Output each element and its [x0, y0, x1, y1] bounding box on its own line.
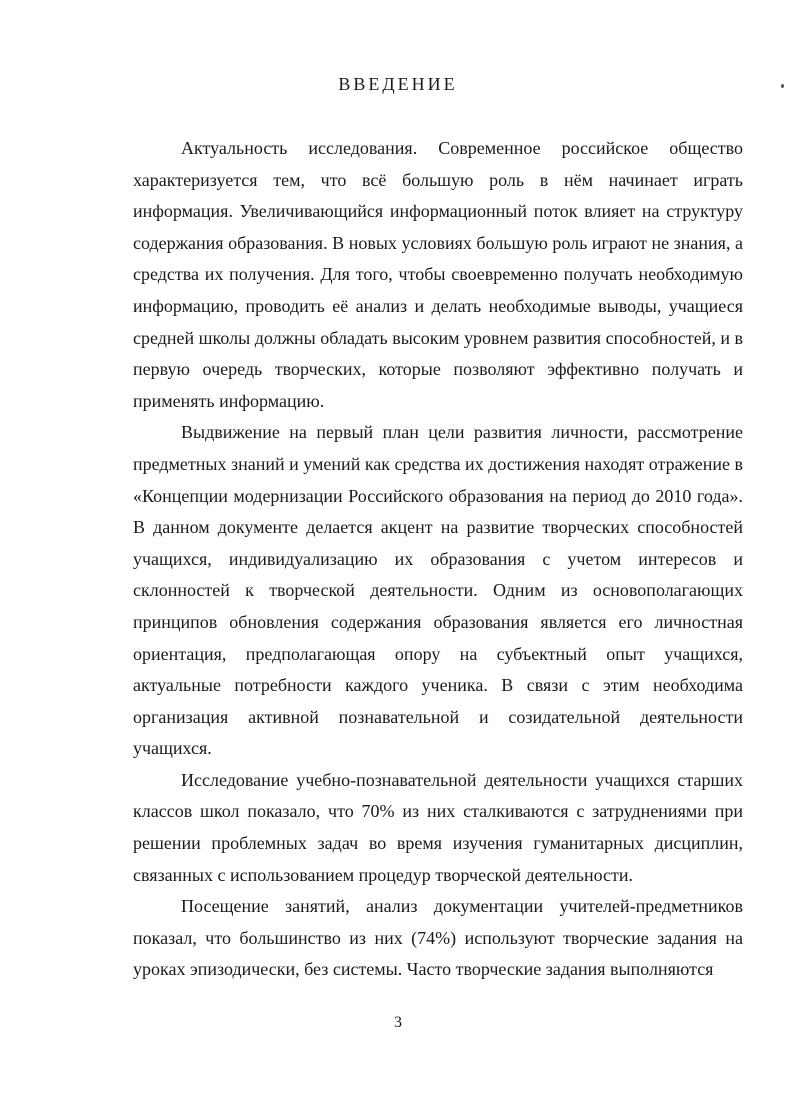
page-title: ВВЕДЕНИЕ	[338, 74, 458, 94]
paragraph-relevance: Актуальность исследования. Современное российское общество характеризуется тем, что всё большую роль в нём начинает играть информация. Увеличивающийся информационный поток влияет на структуру содержания образования. В новых условиях большую роль играют не знания, а средства их получения. Для того, чтобы своевременно получать необходимую информацию, проводить её анализ и делать необходимые выводы, учащиеся средней школы должны обладать высоким уровнем развития способностей, и в первую очередь творческих, которые позволяют эффективно получать и применять информацию.	[133, 138, 743, 411]
paragraph-research-findings: Исследование учебно-познавательной деятельности учащихся старших классов школ показало, что 70% из них сталкиваются с затруднениями при решении проблемных задач во время изучения гуманитарных дисциплин, связанных с использованием процедур творческой деятельности.	[133, 769, 743, 885]
body-text	[133, 133, 743, 986]
scan-speck	[781, 84, 784, 88]
page-number: 3	[394, 1014, 402, 1031]
paragraph-lesson-observation: Посещение занятий, анализ документации учителей-предметников показал, что большинство из них (74%) используют творческие задания на уроках эпизодически, без системы. Часто творческие задания выполняются	[133, 896, 743, 980]
paragraph-modernization-concept: Выдвижение на первый план цели развития личности, рассмотрение предметных знаний и умений как средства их достижения находят отражение в «Концепции модернизации Российского образования на период до 2010 года». В данном документе делается акцент на развитие творческих способностей учащихся, индивидуализацию их образования с учетом интересов и склонностей к творческой деятельности. Одним из основополагающих принципов обновления содержания образования является его личностная ориентация, предполагающая опору на субъектный опыт учащихся, актуальные потребности каждого ученика. В связи с этим необходима организация активной познавательной и созидательной деятельности учащихся.	[133, 422, 743, 759]
